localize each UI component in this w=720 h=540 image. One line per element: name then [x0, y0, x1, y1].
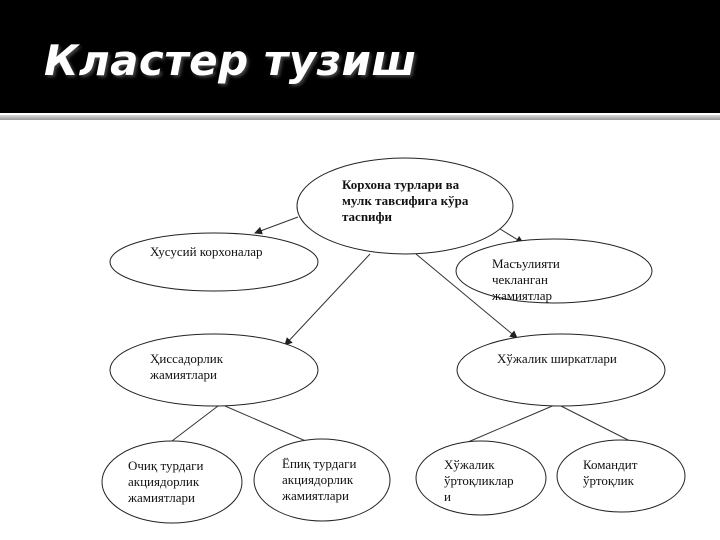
edge-joint-open — [168, 406, 218, 444]
node-private — [110, 233, 318, 291]
node-business — [457, 334, 665, 406]
slide-title: Кластер тузиш — [44, 36, 417, 85]
node-private-label: Хусусий корхоналар — [150, 244, 263, 259]
edge-business-general — [468, 404, 557, 442]
node-closed-jsc-label: Ёпиқ турдаги акциядорлик жамиятлари — [282, 456, 357, 503]
edge-business-limited — [557, 404, 632, 442]
edge-root-private — [255, 217, 298, 233]
node-joint-stock-label: Ҳиссадорлик жамиятлари — [150, 351, 224, 382]
node-limited-label: Масъулияти чекланган жамиятлар — [492, 256, 560, 303]
node-limited-partnership-label: Командит ўртоқлик — [583, 457, 638, 488]
node-general-partnerships-label: Хўжалик ўртоқликлар и — [444, 457, 514, 504]
node-open-jsc-label: Очиқ турдаги акциядорлик жамиятлари — [128, 458, 204, 505]
node-root-label: Корхона турлари ва мулк тавсифига кўра тасnифи — [342, 177, 469, 224]
edge-joint-closed — [225, 406, 308, 442]
node-business-label: Хўжалик ширкатлари — [497, 351, 617, 366]
